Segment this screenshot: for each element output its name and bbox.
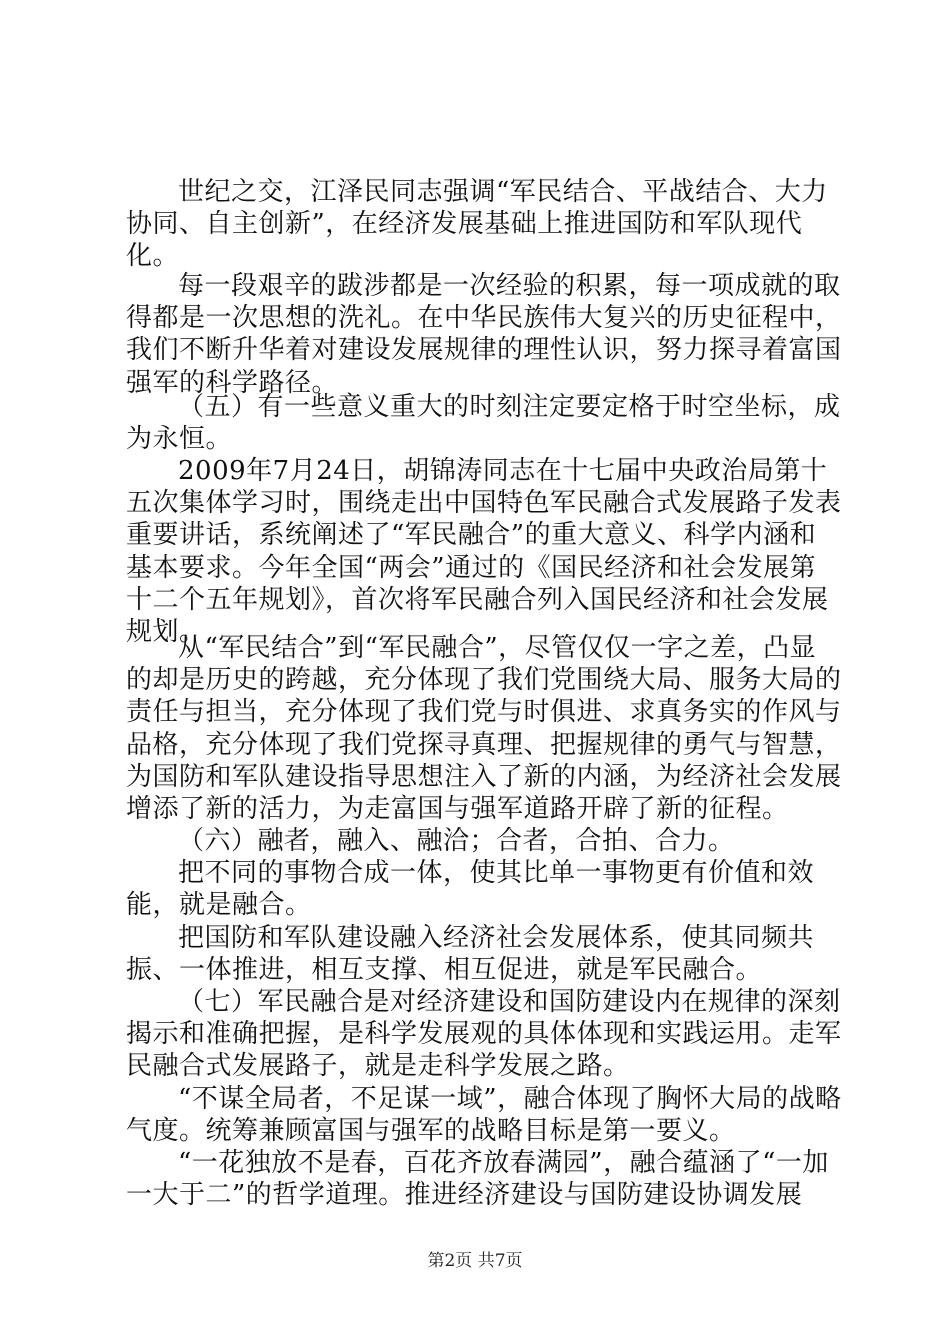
page-number-footer: 第2页 共7页 bbox=[427, 1251, 523, 1271]
paragraph-4: 2009年7月24日，胡锦涛同志在十七届中央政治局第十五次集体学习时，围绕走出中国特色军民融合式发展路子发表重要讲话，系统阐述了“军民融合”的重大意义、科学内涵和基本要求。今年全国“两会”通过的《国民经济和社会发展第十二个五年规划》，首次将军民融合列入国民经济和社会发展规划。 bbox=[126, 456, 842, 648]
paragraph-9: （七）军民融合是对经济建设和国防建设内在规律的深刻揭示和准确把握，是科学发展观的具体体现和实践运用。走军民融合式发展路子，就是走科学发展之路。 bbox=[126, 987, 842, 1082]
paragraph-10: “不谋全局者，不足谋一域”，融合体现了胸怀大局的战略气度。统筹兼顾富国与强军的战略目标是第一要义。 bbox=[126, 1084, 842, 1147]
paragraph-7: 把不同的事物合成一体，使其比单一事物更有价值和效能，就是融合。 bbox=[126, 858, 815, 921]
paragraph-11: “一花独放不是春，百花齐放春满园”，融合蕴涵了“一加一大于二”的哲学道理。推进经济建设与国防建设协调发展 bbox=[126, 1148, 829, 1211]
paragraph-1: 世纪之交，江泽民同志强调“军民结合、平战结合、大力协同、自主创新”，在经济发展基础上推进国防和军队现代化。 bbox=[126, 177, 828, 272]
paragraph-3: （五）有一些意义重大的时刻注定要定格于时空坐标，成为永恒。 bbox=[126, 392, 841, 455]
paragraph-5: 从“军民结合”到“军民融合”，尽管仅仅一字之差，凸显的却是历史的跨越，充分体现了我们党围绕大局、服务大局的责任与担当，充分体现了我们党与时俱进、求真务实的作风与品格，充分体现了我们党探寻真理、把握规律的勇气与智慧，为国防和军队建设指导思想注入了新的内涵，为经济社会发展增添了新的活力，为走富国与强军道路开辟了新的征程。 bbox=[126, 633, 842, 825]
paragraph-8: 把国防和军队建设融入经济社会发展体系，使其同频共振、一体推进，相互支撑、相互促进，就是军民融合。 bbox=[126, 923, 815, 986]
paragraph-2: 每一段艰辛的跋涉都是一次经验的积累，每一项成就的取得都是一次思想的洗礼。在中华民族伟大复兴的历史征程中，我们不断升华着对建设发展规律的理性认识，努力探寻着富国强军的科学路径。 bbox=[126, 271, 842, 398]
paragraph-6: （六）融者，融入、融洽；合者，合拍、合力。 bbox=[178, 826, 735, 856]
